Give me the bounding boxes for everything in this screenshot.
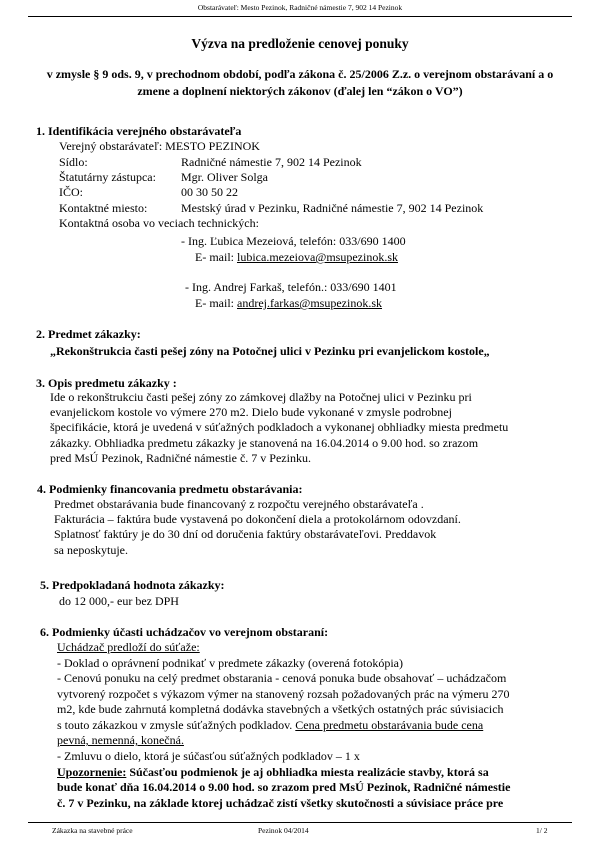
notice-line [57,765,489,780]
s1-row-value: Mestský úrad v Pezinku, Radničné námestie 7, 902 14 Pezinok [181,201,484,215]
notice-text: Súčasťou podmienok je aj obhliadka miesta realizácie stavby, ktorá sa [126,765,489,779]
s6-item: vytvorený rozpočet s výkazom výmer na stanovený rozsah požadovaných prác na výmeru 270 [57,687,510,701]
s6-item-text: s touto zákazkou v zmysle súťažných podkladov. [57,718,296,732]
project-name: „Rekonštrukcia časti pešej zóny na Potočnej ulici v Pezinku pri evanjelickom kostole„ [50,344,490,358]
contact-1-email-line [195,250,398,265]
footer-left: Zákazka na stavebné práce [52,826,133,835]
s4-line: Splatnosť faktúry je do 30 dní od doručenia faktúry obstarávateľovi. Preddavok [54,527,437,541]
s1-row-value: Mgr. Oliver Solga [181,170,268,184]
section-2-heading: 2. Predmet zákazky: [36,327,141,341]
s1-row-value: 00 30 50 22 [181,185,238,199]
section-3-heading: 3. Opis predmetu zákazky : [36,376,177,390]
s3-line: pred MsÚ Pezinok, Radničné námestie č. 7 v Pezinku. [50,451,311,465]
s3-line: Ide o rekonštrukciu časti pešej zóny zo zámkovej dlažby na Potočnej ulici v Pezinku pri [50,390,472,404]
estimated-value: do 12 000,- eur bez DPH [59,594,179,608]
notice-line: č. 7 v Pezinku, na základe ktorej uchádzač zistí všetky skutočnosti a súvisiace práce pre [57,796,504,810]
price-condition: Cena predmetu obstarávania bude cena [295,718,484,732]
section-5-heading: 5. Predpokladaná hodnota zákazky: [40,578,225,592]
s4-line: Predmet obstarávania bude financovaný z rozpočtu verejného obstarávateľa . [54,497,424,511]
contact-1-email-link[interactable]: lubica.mezeiova@msupezinok.sk [237,250,399,264]
page-number: 1/ 2 [536,826,548,835]
document-title: Výzva na predloženie cenovej ponuky [191,36,409,51]
s3-line: zákazky. Obhliadka predmetu zákazky je stanovená na 16.04.2014 o 9.00 hod. so zrazom [50,436,479,450]
section-1-heading: 1. Identifikácia verejného obstarávateľa [36,124,242,138]
contact-1-name: - Ing. Ľubica Mezeiová, telefón: 033/690 1400 [181,234,406,248]
notice-label: Upozornenie: [57,765,127,779]
section-4-heading: 4. Podmienky financovania predmetu obstarávania: [37,482,303,496]
s3-line: evanjelickom kostole vo výmere 270 m2. Dielo bude vykonané v zmysle podrobnej [50,405,452,419]
s6-item: - Zmluvu o dielo, ktorá je súčasťou súťažných podkladov – 1 x [57,749,360,763]
footer-center: Pezinok 04/2014 [258,826,309,835]
contact-2-email-link[interactable]: andrej.farkas@msupezinok.sk [237,296,383,310]
price-condition-end: pevná, nemenná, konečná. [57,733,184,747]
document-subtitle: v zmysle § 9 ods. 9, v prechodnom období, podľa zákona č. 25/2006 Z.z. o verejnom obstarávaní a o zmene a doplnení niektorých zákonov (ďalej len “zákon o VO”) [46,67,554,98]
s1-row-label: Sídlo: [59,155,88,169]
notice-line: bude konať dňa 16.04.2014 o 9.00 hod. so zrazom pred MsÚ Pezinok, Radničné námestie [57,780,511,794]
s1-row-label: Verejný obstarávateľ: MESTO PEZINOK [59,139,260,153]
header-divider [28,16,572,17]
section-6-heading: 6. Podmienky účasti uchádzačov vo verejnom obstaraní: [40,625,329,639]
s1-row-label: Štatutárny zástupca: [59,170,156,184]
s6-subheading: Uchádzač predloží do súťaže: [57,640,200,654]
page-header: Obstarávateľ: Mesto Pezinok, Radničné námestie 7, 902 14 Pezinok [197,3,403,12]
s3-line: špecifikácie, ktorá je uvedená v súťažných podkladoch a vykonanej obhliadky miesta predmetu [50,420,509,434]
s6-item [57,718,483,733]
s6-item: m2, kde bude zahrnutá kompletná dodávka stavebných a všetkých ostatných prác súvisiacich [57,702,504,716]
s6-item: - Cenovú ponuku na celý predmet obstarania - cenová ponuka bude obsahovať – uchádzačom [57,671,507,685]
s6-item: - Doklad o oprávnení podnikať v predmete zákazky (overená fotokópia) [57,656,403,670]
s4-line: sa neposkytuje. [54,543,128,557]
contact-2-email-line [195,296,382,311]
s1-row-label: Kontaktné miesto: [59,201,148,215]
email-label: E- mail: [195,250,237,264]
s4-line: Fakturácia – faktúra bude vystavená po dokončení diela a protokolárnom odovzdaní. [54,512,461,526]
footer-divider [28,822,572,823]
contact-intro: Kontaktná osoba vo veciach technických: [59,216,259,230]
s1-row-label: IČO: [59,185,83,199]
email-label: E- mail: [195,296,237,310]
contact-2-name: - Ing. Andrej Farkaš, telefón.: 033/690 1401 [185,280,397,294]
s1-row-value: Radničné námestie 7, 902 14 Pezinok [181,155,362,169]
